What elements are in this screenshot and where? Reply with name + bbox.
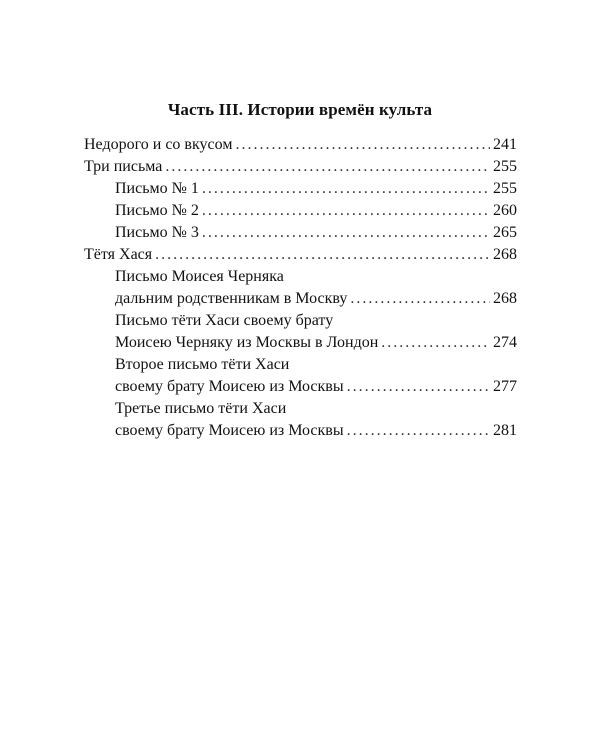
toc-subentry [115, 420, 517, 442]
toc-subentry [115, 288, 517, 310]
toc-subentry [115, 332, 517, 354]
toc-entry-title: Моисею Черняку из Москвы в Лондон [115, 334, 379, 351]
toc-entry-title: Письмо № 1 [115, 180, 199, 197]
dot-leader [347, 420, 490, 442]
dot-leader [202, 200, 490, 222]
toc-subentry-first-line [115, 398, 517, 420]
toc-entry-title: Письмо Моисея Черняка [115, 268, 284, 285]
toc-entry-title: Тётя Хася [84, 246, 153, 263]
toc-entry-title: Недорого и со вкусом [84, 136, 233, 153]
dot-leader [165, 156, 490, 178]
dot-leader [347, 376, 490, 398]
toc-entry-page: 255 [493, 180, 517, 197]
dot-leader [202, 222, 490, 244]
toc-entry-page: 255 [493, 158, 517, 175]
toc-entry-title: Три письма [84, 158, 163, 175]
toc-entry-title: своему брату Моисею из Москвы [115, 378, 344, 395]
toc-entry-page: 265 [493, 224, 517, 241]
dot-leader [202, 178, 490, 200]
toc-entry [84, 244, 517, 266]
part-title: Часть III. Истории времён культа [167, 100, 433, 119]
toc-entry-title: Третье письмо тёти Хаси [115, 400, 287, 417]
toc-entry-page: 277 [493, 378, 517, 395]
toc-entry-title: своему брату Моисею из Москвы [115, 422, 344, 439]
toc-entry-page: 260 [493, 202, 517, 219]
toc-subentry [115, 376, 517, 398]
toc-entry-page: 274 [493, 334, 517, 351]
toc-entry-title: Второе письмо тёти Хаси [115, 356, 290, 373]
toc-entry-page: 268 [493, 246, 517, 263]
toc-subentry-first-line [115, 266, 517, 288]
toc-entry-page: 268 [493, 290, 517, 307]
toc-subentry [115, 200, 517, 222]
toc-entry [84, 156, 517, 178]
toc-subentry [115, 222, 517, 244]
toc-entry-title: Письмо № 3 [115, 224, 199, 241]
toc-entry-title: Письмо № 2 [115, 202, 199, 219]
dot-leader [235, 134, 490, 156]
toc-subentry [115, 178, 517, 200]
dot-leader [381, 332, 490, 354]
toc-subentry-first-line [115, 310, 517, 332]
toc-entry-title: дальним родственникам в Москву [115, 290, 348, 307]
toc-entry [84, 134, 517, 156]
dot-leader [350, 288, 490, 310]
toc-entry-title: Письмо тёти Хаси своему брату [115, 312, 334, 329]
toc-entry-page: 241 [493, 136, 517, 153]
toc-entry-page: 281 [493, 422, 517, 439]
dot-leader [155, 244, 490, 266]
toc-subentry-first-line [115, 354, 517, 376]
